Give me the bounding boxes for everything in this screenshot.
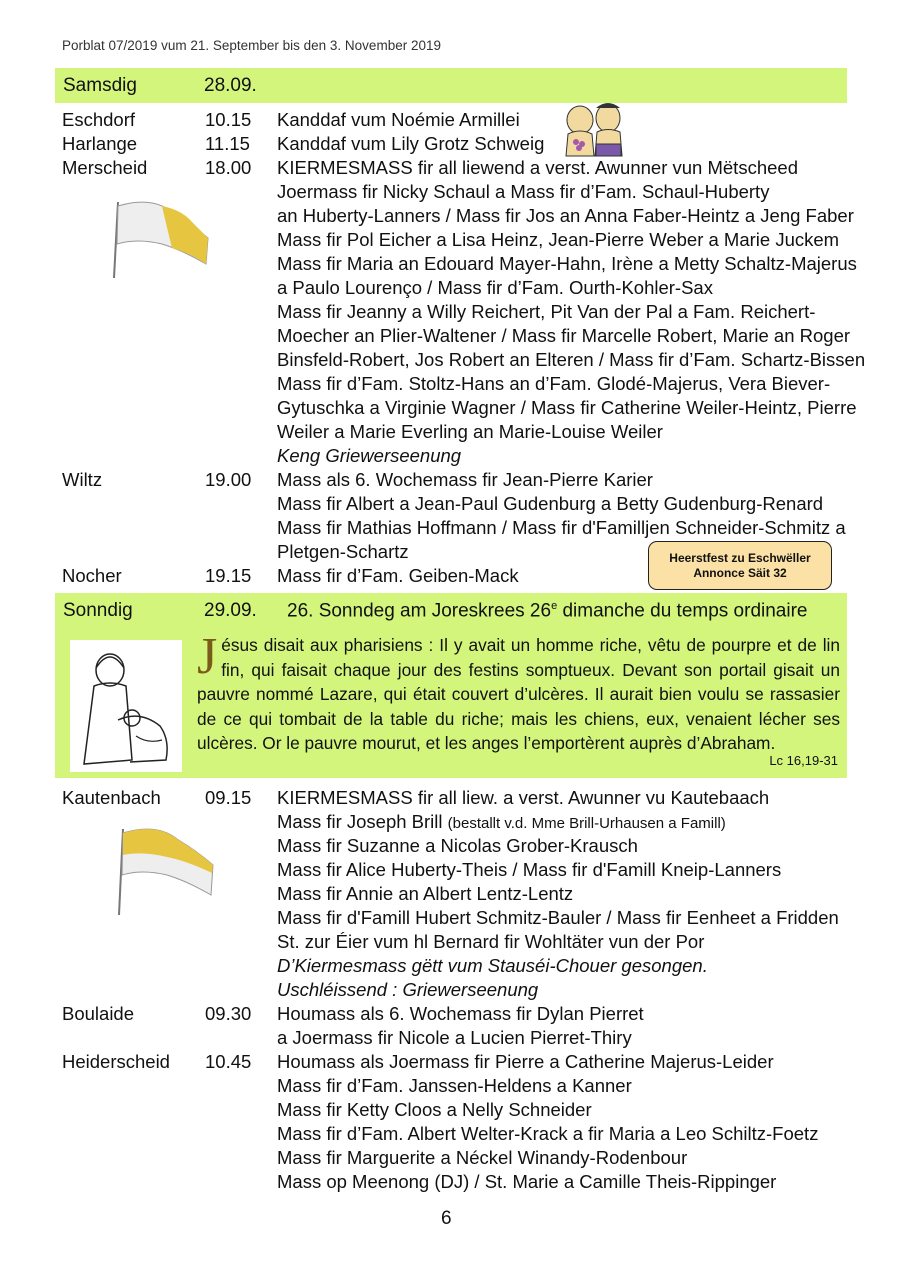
intention-note: (bestallt v.d. Mme Brill-Urhausen a Famill): [447, 815, 726, 832]
mass-intention: als Joermass fir Pierre a Catherine Majerus-Leider: [355, 1051, 774, 1072]
mass-type: Kanddaf: [277, 109, 346, 130]
mass-description: [277, 108, 520, 132]
intention-text: Mass fir Joseph Brill: [277, 811, 448, 832]
intention-line: Mass fir Alice Huberty-Theis / Mass fir d'Famill Kneip-Lanners: [277, 859, 782, 880]
mass-description: [277, 564, 519, 588]
intention-line: Mass fir Annie an Albert Lentz-Lentz: [277, 883, 574, 904]
intention-line: St. zur Éier vum hl Bernard fir Wohltäter vun der Por: [277, 931, 705, 952]
blessing-note: [277, 978, 538, 1002]
announcement-box: [648, 541, 832, 590]
intention-line: [277, 810, 726, 836]
intention-line: Pletgen-Schartz: [277, 541, 409, 562]
intention-line: Binsfeld-Robert, Jos Robert an Elteren / Mass fir d’Fam. Schartz-Bissen: [277, 349, 866, 370]
date-label: 29.09.: [204, 600, 257, 621]
mass-description: [277, 132, 544, 156]
location-name: Wiltz: [62, 469, 103, 490]
intention-line: Mass fir d’Fam. Albert Welter-Krack a fir Maria a Leo Schiltz-Foetz: [277, 1123, 819, 1144]
gospel-text: [197, 628, 840, 756]
mass-intention: vum Noémie Armillei: [345, 109, 520, 130]
drop-cap: J: [197, 628, 218, 685]
gospel-reference: Lc 16,19-31: [769, 753, 838, 768]
children-illustration-icon: [560, 100, 630, 158]
intention-line: an Huberty-Lanners / Mass fir Jos an Anna Faber-Heintz a Jeng Faber: [277, 205, 854, 226]
location-name: Heiderscheid: [62, 1051, 170, 1072]
mass-description: [277, 1050, 774, 1074]
mass-intention: fir all liew. a verst. Awunner vu Kautebaach: [412, 787, 770, 808]
mass-type: KIERMESMASS: [277, 157, 413, 178]
gospel-illustration: [70, 640, 182, 772]
sunday-title-rest: dimanche du temps ordinaire: [557, 600, 808, 622]
mass-description: [277, 786, 769, 810]
mass-time: 10.45: [205, 1051, 252, 1072]
location-name: Kautenbach: [62, 787, 161, 808]
choir-note: D’Kiermesmass gëtt vum Stauséi-Chouer gesongen.: [277, 955, 708, 976]
day-label: Samsdig: [63, 75, 137, 96]
mass-time: 11.15: [205, 133, 250, 154]
mass-type: Mass: [277, 469, 322, 490]
date-label: 28.09.: [204, 75, 257, 96]
mass-type: KIERMESMASS: [277, 787, 413, 808]
mass-intention: als 6. Wochemass fir Jean-Pierre Karier: [321, 469, 653, 490]
announcement-line: Annonce Säit 32: [693, 565, 787, 580]
intention-line: Mass fir d'Famill Hubert Schmitz-Bauler / Mass fir Eenheet a Fridden: [277, 907, 839, 928]
intention-line: Mass fir Pol Eicher a Lisa Heinz, Jean-Pierre Weber a Marie Juckem: [277, 229, 840, 250]
mass-time: 19.00: [205, 469, 252, 490]
intention-line: Gytuschka a Virginie Wagner / Mass fir Catherine Weiler-Heintz, Pierre: [277, 397, 857, 418]
mass-intention: fir d’Fam. Geiben-Mack: [321, 565, 519, 586]
intention-line: Mass fir Mathias Hoffmann / Mass fir d'Familljen Schneider-Schmitz a: [277, 517, 846, 538]
intention-line: Moecher an Plier-Waltener / Mass fir Marcelle Robert, Marie an Roger: [277, 325, 851, 346]
mass-description: [277, 156, 798, 180]
mass-intention: vum Lily Grotz Schweig: [345, 133, 545, 154]
mass-type: Mass: [277, 565, 322, 586]
mass-intention: fir all liewend a verst. Awunner vun Mëtscheed: [412, 157, 798, 178]
mass-time: 10.15: [205, 109, 252, 130]
location-name: Harlange: [62, 133, 138, 154]
location-name: Merscheid: [62, 157, 148, 178]
mass-time: 19.15: [205, 565, 252, 586]
sunday-title: [287, 600, 808, 622]
page-number: 6: [441, 1208, 452, 1229]
note-prefix: Uschléissend :: [277, 979, 403, 1000]
sunday-title-sup: e: [551, 600, 558, 612]
gospel-body: ésus disait aux pharisiens : Il y avait un homme riche, vêtu de pourpre et de lin fin, qui faisait chaque jour des festins somptueux. Devant son portail gisait un pauvre nommé Lazare, qui était couvert d’ulcères. Il aurait bien voulu se rassasier de ce qui tombait de la table du riche; mais les chiens, eux, venaient lécher ses ulcères. Or le pauvre mourut, et les anges l’emportèrent auprès d’Abraham.: [197, 635, 840, 753]
intention-line: Mass fir Ketty Cloos a Nelly Schneider: [277, 1099, 592, 1120]
intention-line: Joermass fir Nicky Schaul a Mass fir d’Fam. Schaul-Huberty: [277, 181, 770, 202]
mass-description: [277, 468, 653, 492]
intention-line: a Joermass fir Nicole a Lucien Pierret-Thiry: [277, 1027, 632, 1048]
rich-man-lazarus-icon: [70, 640, 182, 772]
intention-line: Mass fir Marguerite a Néckel Winandy-Rodenbour: [277, 1147, 688, 1168]
day-label: Sonndig: [63, 600, 133, 621]
papal-flag-icon: [112, 198, 212, 280]
mass-type: Houmass: [277, 1051, 356, 1072]
note-value: Griewerseenung: [402, 979, 539, 1000]
intention-line: Mass fir Albert a Jean-Paul Gudenburg a Betty Gudenburg-Renard: [277, 493, 824, 514]
mass-type: Houmass: [277, 1003, 356, 1024]
intention-line: a Paulo Lourenço / Mass fir d’Fam. Ourth-Kohler-Sax: [277, 277, 713, 298]
mass-intention: als 6. Wochemass fir Dylan Pierret: [355, 1003, 644, 1024]
mass-time: 09.30: [205, 1003, 252, 1024]
blessing-note: Keng Griewerseenung: [277, 445, 462, 466]
intention-line: Mass fir d’Fam. Stoltz-Hans an d’Fam. Glodé-Majerus, Vera Biever-: [277, 373, 831, 394]
location-name: Nocher: [62, 565, 122, 586]
intention-line: Mass op Meenong (DJ) / St. Marie a Camille Theis-Rippinger: [277, 1171, 777, 1192]
intention-line: Mass fir Suzanne a Nicolas Grober-Krausch: [277, 835, 638, 856]
mass-type: Kanddaf: [277, 133, 346, 154]
location-name: Eschdorf: [62, 109, 136, 130]
papal-flag-icon: [117, 825, 217, 917]
page-header: Porblat 07/2019 vum 21. September bis den 3. November 2019: [62, 38, 441, 53]
location-name: Boulaide: [62, 1003, 135, 1024]
saturday-band: [55, 68, 847, 103]
mass-time: 09.15: [205, 787, 252, 808]
mass-description: [277, 1002, 644, 1026]
mass-time: 18.00: [205, 157, 252, 178]
intention-line: Mass fir Jeanny a Willy Reichert, Pit Van der Pal a Fam. Reichert-: [277, 301, 816, 322]
intention-line: Weiler a Marie Everling an Marie-Louise Weiler: [277, 421, 663, 442]
intention-line: Mass fir d’Fam. Janssen-Heldens a Kanner: [277, 1075, 632, 1096]
announcement-line: Heerstfest zu Eschwëller: [669, 550, 811, 565]
sunday-title-main: 26. Sonndeg am Joreskrees 26: [287, 600, 552, 622]
intention-line: Mass fir Maria an Edouard Mayer-Hahn, Irène a Metty Schaltz-Majerus: [277, 253, 857, 274]
